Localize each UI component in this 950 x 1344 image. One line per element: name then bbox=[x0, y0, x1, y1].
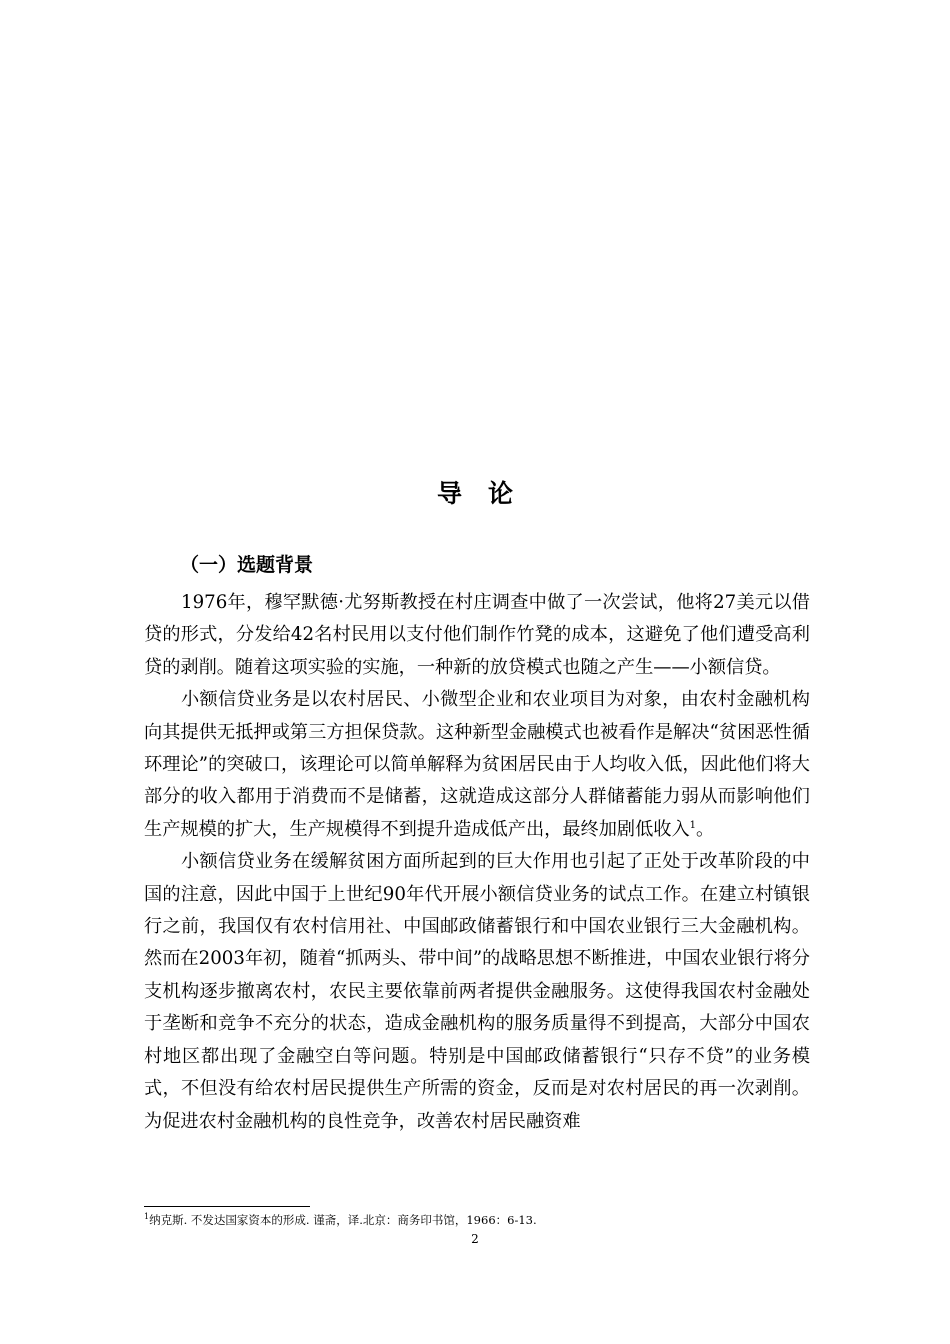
paragraph-2-end: 。 bbox=[696, 818, 715, 840]
chapter-title: 导论 bbox=[436, 479, 539, 508]
footnote bbox=[144, 1212, 537, 1228]
footnote-reference[interactable]: 1 bbox=[689, 819, 697, 831]
body-text bbox=[144, 587, 810, 1138]
footnote-separator bbox=[144, 1206, 310, 1207]
section-heading: （一）选题背景 bbox=[180, 554, 314, 576]
page-number: 2 bbox=[471, 1232, 479, 1246]
paragraph-2-text: 小额信贷业务是以农村居民、小微型企业和农业项目为对象，由农村金融机构向其提供无抵押或第三方担保贷款。这种新型金融模式也被看作是解决“贫困恶性循环理论”的突破口，该理论可以简单解释为贫困居民由于人均收入低，因此他们将大部分的收入都用于消费而不是储蓄，这就造成这部分人群储蓄能力弱从而影响他们生产规模的扩大，生产规模得不到提升造成低产出，最终加剧低收入 bbox=[144, 689, 810, 840]
paragraph-1: 1976年，穆罕默德·尤努斯教授在村庄调查中做了一次尝试，他将27美元以借贷的形式，分发给42名村民用以支付他们制作竹凳的成本，这避免了他们遭受高利贷的剥削。随着这项实验的实施，一种新的放贷模式也随之产生——小额信贷。 bbox=[144, 592, 810, 678]
paragraph-3: 小额信贷业务在缓解贫困方面所起到的巨大作用也引起了正处于改革阶段的中国的注意，因此中国于上世纪90年代开展小额信贷业务的试点工作。在建立村镇银行之前，我国仅有农村信用社、中国邮政储蓄银行和中国农业银行三大金融机构。然而在2003年初，随着“抓两头、带中间”的战略思想不断推进，中国农业银行将分支机构逐步撤离农村，农民主要依靠前两者提供金融服务。这使得我国农村金融处于垄断和竞争不充分的状态，造成金融机构的服务质量得不到提高，大部分中国农村地区都出现了金融空白等问题。特别是中国邮政储蓄银行“只存不贷”的业务模式，不但没有给农村居民提供生产所需的资金，反而是对农村居民的再一次剥削。为促进农村金融机构的良性竞争，改善农村居民融资难 bbox=[144, 851, 810, 1132]
paragraph-2 bbox=[144, 684, 810, 846]
footnote-marker: 1 bbox=[144, 1212, 150, 1222]
footnote-text: 纳克斯. 不发达国家资本的形成. 谨斋，译.北京：商务印书馆，1966：6-13. bbox=[149, 1213, 537, 1227]
